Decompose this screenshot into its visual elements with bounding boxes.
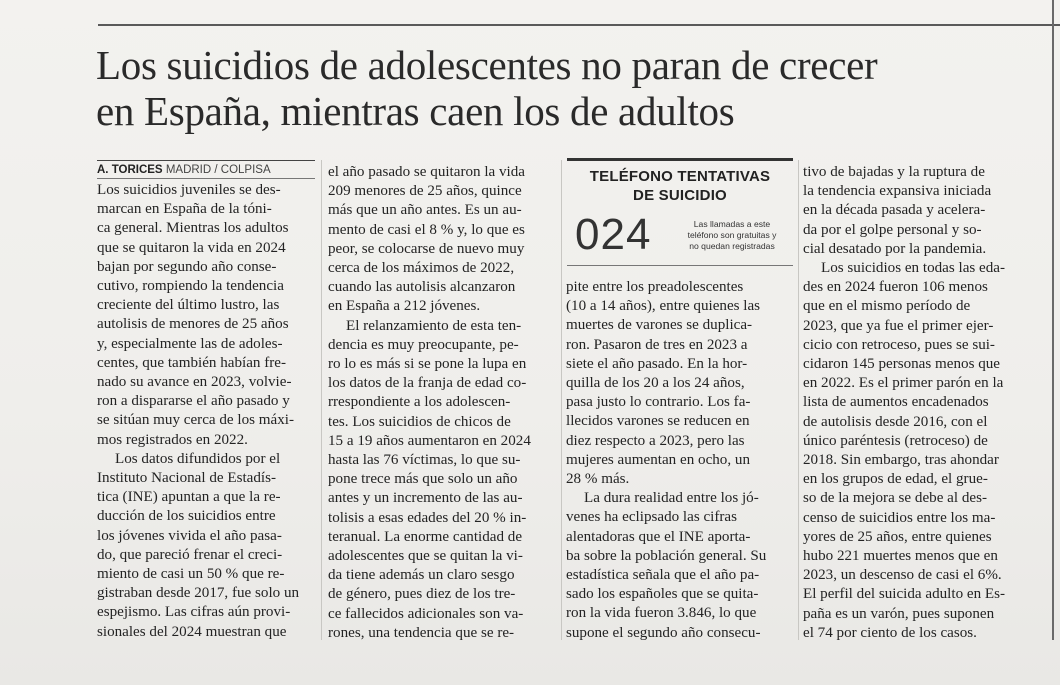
text-line: ba sobre la población general. Su	[566, 547, 767, 564]
text-line: adolescentes que se quitan la vi-	[328, 548, 523, 565]
sidebar-title	[567, 167, 793, 205]
text-line: la tendencia expansiva iniciada	[803, 183, 992, 200]
text-line: ce fallecidos adicionales son va-	[328, 605, 524, 622]
text-line: en España a 212 jóvenes.	[328, 298, 481, 315]
article-column-3	[566, 278, 794, 643]
text-line: 2018. Sin embargo, tras ahondar	[803, 452, 999, 469]
text-line: 15 a 19 años aumentaron en 2024	[328, 432, 531, 449]
text-line: 28 % más.	[566, 471, 630, 488]
text-line: centes, que también habían fre-	[97, 354, 287, 371]
text-line: ron a dispararse el año pasado y	[97, 393, 290, 410]
text-line: cutivo, rompiendo la tendencia	[97, 278, 284, 295]
text-line: el año pasado se quitaron la vida	[328, 164, 525, 180]
text-line: bajan por segundo año conse-	[97, 258, 277, 275]
text-line: cial desatado por la pandemia.	[803, 240, 987, 257]
text-line: ron la vida fueron 3.846, lo que	[566, 605, 757, 622]
text-line: supone el segundo año consecu-	[566, 624, 761, 641]
text-line: muertes de varones se duplica-	[566, 317, 753, 334]
text-line: estadística señala que el año pa-	[566, 567, 760, 584]
text-line: ron. Pasaron de tres en 2023 a	[566, 336, 748, 353]
headline-line-1: Los suicidios de adolescentes no paran de crecer	[96, 42, 878, 88]
text-line: cerca de los máximos de 2022,	[328, 260, 515, 277]
text-line: Los suicidios juveniles se des-	[97, 182, 281, 198]
text-line: en 2022. Es el primer parón en la	[803, 375, 1004, 392]
text-line: hasta las 76 víctimas, lo que su-	[328, 452, 521, 469]
text-line: ca general. Mientras los adultos	[97, 220, 289, 237]
text-line: mento de casi el 8 % y, lo que es	[328, 221, 525, 238]
text-line: nado su avance en 2023, volvie-	[97, 374, 292, 391]
text-line: venes ha eclipsado las cifras	[566, 509, 737, 526]
text-line: en los grupos de edad, el grue-	[803, 471, 988, 488]
text-line: censo de suicidios entre los ma-	[803, 509, 996, 526]
text-line: paña es un varón, pues suponen	[803, 605, 995, 622]
text-line: so de la mejora se debe al des-	[803, 490, 987, 507]
text-line: 209 menores de 25 años, quince	[328, 183, 522, 200]
text-line: ro lo es más si se pone la lupa en	[328, 356, 527, 373]
text-line: alentadoras que el INE aporta-	[566, 528, 751, 545]
headline	[96, 42, 1056, 134]
text-line: des en 2024 fueron 106 menos	[803, 279, 988, 296]
text-line: tes. Los suicidios de chicos de	[328, 413, 511, 430]
column-divider	[798, 160, 799, 640]
text-line: (10 a 14 años), entre quienes las	[566, 298, 761, 315]
text-line: diez respecto a 2023, pero las	[566, 432, 745, 449]
text-line: mujeres aumentan en ocho, un	[566, 451, 750, 468]
text-line: pasa justo lo contrario. Los fa-	[566, 394, 751, 411]
text-line: peor, se colocarse de nuevo muy	[328, 240, 525, 257]
text-line: mos registrados en 2022.	[97, 431, 248, 448]
headline-line-2: en España, mientras caen los de adultos	[96, 88, 735, 134]
text-line: marcan en España de la tóni-	[97, 201, 272, 218]
text-line: pone trece más que solo un año	[328, 471, 518, 488]
text-line: siete el año pasado. En la hor-	[566, 355, 748, 372]
text-line: dencia es muy preocupante, pe-	[328, 336, 519, 353]
text-line: La dura realidad entre los jó-	[584, 490, 759, 507]
text-line: creciente del último lustro, las	[97, 297, 280, 314]
sidebar-note-line-2: teléfono son gratuitas y	[687, 230, 777, 240]
article-column-4	[803, 163, 1033, 643]
text-line: do, que pareció frenar el creci-	[97, 546, 283, 563]
text-line: El perfil del suicida adulto en Es-	[803, 586, 1006, 603]
text-line: hubo 221 muertes menos que en	[803, 548, 998, 565]
text-line: ducción de los suicidios entre	[97, 508, 276, 525]
text-line: y, especialmente las de adoles-	[97, 335, 283, 352]
sidebar-title-line-2: DE SUICIDIO	[633, 187, 727, 204]
text-line: sionales del 2024 muestran que	[97, 623, 287, 640]
text-line: los jóvenes vivida el año pasa-	[97, 527, 282, 544]
text-line: autolisis de menores de 25 años	[97, 316, 289, 333]
byline	[97, 160, 315, 179]
text-line: de autolisis desde 2016, con el	[803, 413, 988, 430]
article-column-1	[97, 181, 315, 642]
text-line: los datos de la franja de edad co-	[328, 375, 527, 392]
text-line: que en el mismo período de	[803, 298, 971, 315]
text-line: Instituto Nacional de Estadís-	[97, 470, 276, 487]
text-line: Los datos difundidos por el	[115, 450, 281, 467]
text-line: pite entre los preadolescentes	[566, 279, 744, 295]
text-line: en la década pasada y acelera-	[803, 202, 986, 219]
text-line: antes y un incremento de las au-	[328, 490, 523, 507]
text-line: llecidos varones se reducen en	[566, 413, 750, 430]
text-line: se sitúan muy cerca de los máxi-	[97, 412, 294, 429]
byline-author: A. TORICES	[97, 164, 163, 176]
text-line: El relanzamiento de esta ten-	[346, 317, 522, 334]
text-line: espejismo. Las cifras aún provi-	[97, 604, 291, 621]
text-line: 2023, un descenso de casi el 6%.	[803, 567, 1002, 584]
text-line: cidaron 145 personas menos que	[803, 356, 1001, 373]
text-line: sado los españoles que se quita-	[566, 586, 759, 603]
text-line: miento de casi un 50 % que re-	[97, 566, 285, 583]
text-line: tolisis a esas edades del 20 % in-	[328, 509, 527, 526]
text-line: de género, pues diez de los tre-	[328, 586, 516, 603]
sidebar-note-line-3: no quedan registradas	[689, 241, 775, 251]
column-divider	[561, 160, 562, 640]
text-line: da por el golpe personal y so-	[803, 221, 982, 238]
text-line: Los suicidios en todas las eda-	[821, 260, 1006, 277]
text-line: único paréntesis (retroceso) de	[803, 432, 988, 449]
phone-number: 024	[575, 210, 652, 259]
sidebar-box	[567, 158, 793, 266]
text-line: cuando las autolisis alcanzaron	[328, 279, 516, 296]
sidebar-title-line-1: TELÉFONO TENTATIVAS	[589, 168, 771, 185]
text-line: rones, una tendencia que se re-	[328, 624, 515, 641]
text-line: más que un año antes. Es un au-	[328, 202, 522, 219]
column-divider	[321, 160, 322, 640]
text-line: gistraban desde 2017, fue solo un	[97, 585, 300, 602]
text-line: el 74 por ciento de los casos.	[803, 624, 977, 641]
text-line: 2023, que ya fue el primer ejer-	[803, 317, 994, 334]
text-line: teranual. La enorme cantidad de	[328, 528, 523, 545]
text-line: tivo de bajadas y la ruptura de	[803, 164, 985, 180]
text-line: tica (INE) apuntan a que la re-	[97, 489, 281, 506]
text-line: rrespondiente a los adolescen-	[328, 394, 511, 411]
text-line: cicio con retroceso, pues se sui-	[803, 336, 995, 353]
article-column-2	[328, 163, 556, 643]
text-line: yores de 25 años, entre quienes	[803, 528, 992, 545]
text-line: que se quitaron la vida en 2024	[97, 239, 286, 256]
sidebar-note-line-1: Las llamadas a este	[693, 219, 771, 229]
top-rule	[98, 24, 1060, 26]
text-line: lista de aumentos encadenados	[803, 394, 989, 411]
text-line: da tiene además un claro sesgo	[328, 567, 515, 584]
byline-location: MADRID / COLPISA	[165, 164, 271, 176]
sidebar-note	[676, 219, 788, 252]
text-line: quilla de los 20 a los 24 años,	[566, 375, 745, 392]
